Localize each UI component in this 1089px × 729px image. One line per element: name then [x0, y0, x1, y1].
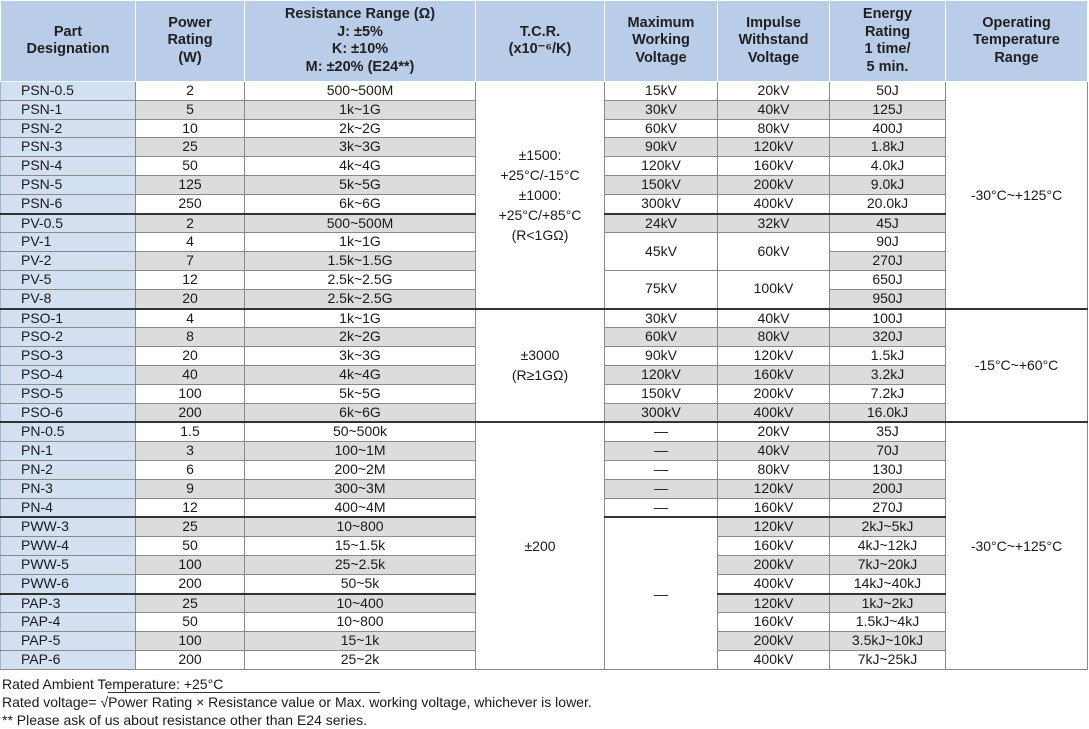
- range-cell: 2k~2G: [245, 119, 476, 138]
- mwv-cell: 300kV: [605, 403, 718, 422]
- part-cell: PSO-1: [1, 309, 136, 328]
- part-cell: PSO-5: [1, 384, 136, 403]
- range-cell: 3k~3G: [245, 138, 476, 157]
- power-cell: 125: [136, 175, 245, 194]
- range-cell: 10~800: [245, 613, 476, 632]
- range-cell: 5k~5G: [245, 384, 476, 403]
- table-row: [1, 422, 1088, 441]
- part-cell: PN-0.5: [1, 422, 136, 441]
- energy-cell: 270J: [830, 498, 946, 517]
- power-cell: 50: [136, 537, 245, 556]
- range-cell: 1k~1G: [245, 233, 476, 252]
- footnote-rated-voltage: Rated voltage= √Power Rating × Resistance value or Max. working voltage, whichever is lower.: [2, 694, 592, 710]
- mwv-cell: 75kV: [605, 270, 718, 308]
- power-cell: 6: [136, 460, 245, 479]
- range-cell: 2k~2G: [245, 328, 476, 347]
- temp-cell-group-a: -30°C~+125°C: [946, 82, 1088, 309]
- range-cell: 2.5k~2.5G: [245, 270, 476, 289]
- energy-cell: 9.0kJ: [830, 175, 946, 194]
- header-power-rating: Power Rating (W): [136, 1, 245, 82]
- iwv-cell: 120kV: [718, 347, 830, 366]
- header-part-designation: Part Designation: [1, 1, 136, 82]
- energy-cell: 4kJ~12kJ: [830, 537, 946, 556]
- range-cell: 2.5k~2.5G: [245, 289, 476, 308]
- mwv-cell: 60kV: [605, 328, 718, 347]
- range-cell: 10~400: [245, 594, 476, 613]
- part-cell: PSO-4: [1, 365, 136, 384]
- iwv-cell: 160kV: [718, 498, 830, 517]
- energy-cell: 100J: [830, 309, 946, 328]
- energy-cell: 650J: [830, 270, 946, 289]
- energy-cell: 1.5kJ~4kJ: [830, 613, 946, 632]
- iwv-cell: 32kV: [718, 214, 830, 233]
- range-cell: 15~1.5k: [245, 537, 476, 556]
- energy-cell: 125J: [830, 100, 946, 119]
- energy-cell: 16.0kJ: [830, 403, 946, 422]
- temp-cell-group-b: -15°C~+60°C: [946, 309, 1088, 423]
- header-tcr: T.C.R. (x10⁻⁶/K): [476, 1, 605, 82]
- mwv-cell: 150kV: [605, 175, 718, 194]
- range-cell: 500~500M: [245, 214, 476, 233]
- power-cell: 100: [136, 555, 245, 574]
- mwv-cell: —: [605, 460, 718, 479]
- tcr-cell-group-a: ±1500: +25°C/-15°C ±1000: +25°C/+85°C (R<1GΩ): [476, 82, 605, 309]
- energy-cell: 45J: [830, 214, 946, 233]
- header-max-working-voltage: Maximum Working Voltage: [605, 1, 718, 82]
- power-cell: 25: [136, 594, 245, 613]
- part-cell: PSN-1: [1, 100, 136, 119]
- iwv-cell: 120kV: [718, 517, 830, 536]
- energy-cell: 1kJ~2kJ: [830, 594, 946, 613]
- iwv-cell: 40kV: [718, 442, 830, 461]
- energy-cell: 4.0kJ: [830, 157, 946, 176]
- range-cell: 6k~6G: [245, 194, 476, 213]
- iwv-cell: 100kV: [718, 270, 830, 308]
- power-cell: 3: [136, 442, 245, 461]
- energy-cell: 14kJ~40kJ: [830, 574, 946, 593]
- energy-cell: 200J: [830, 479, 946, 498]
- mwv-cell: 300kV: [605, 194, 718, 213]
- header-row: [1, 1, 1088, 82]
- energy-cell: 3.2kJ: [830, 365, 946, 384]
- part-cell: PAP-4: [1, 613, 136, 632]
- energy-cell: 270J: [830, 252, 946, 271]
- mwv-cell: 45kV: [605, 233, 718, 271]
- mwv-cell: 90kV: [605, 138, 718, 157]
- range-cell: 4k~4G: [245, 157, 476, 176]
- power-cell: 2: [136, 82, 245, 101]
- part-cell: PV-5: [1, 270, 136, 289]
- power-cell: 12: [136, 270, 245, 289]
- iwv-cell: 200kV: [718, 175, 830, 194]
- range-cell: 400~4M: [245, 498, 476, 517]
- iwv-cell: 200kV: [718, 555, 830, 574]
- range-cell: 50~5k: [245, 574, 476, 593]
- energy-cell: 70J: [830, 442, 946, 461]
- range-cell: 5k~5G: [245, 175, 476, 194]
- iwv-cell: 80kV: [718, 460, 830, 479]
- iwv-cell: 160kV: [718, 613, 830, 632]
- mwv-cell: 60kV: [605, 119, 718, 138]
- part-cell: PN-4: [1, 498, 136, 517]
- power-cell: 5: [136, 100, 245, 119]
- power-cell: 40: [136, 365, 245, 384]
- range-cell: 3k~3G: [245, 347, 476, 366]
- energy-cell: 7kJ~25kJ: [830, 650, 946, 669]
- power-cell: 4: [136, 309, 245, 328]
- power-cell: 8: [136, 328, 245, 347]
- power-cell: 25: [136, 517, 245, 536]
- part-cell: PWW-6: [1, 574, 136, 593]
- mwv-cell: 15kV: [605, 82, 718, 101]
- temp-cell-group-c: -30°C~+125°C: [946, 422, 1088, 669]
- iwv-cell: 120kV: [718, 594, 830, 613]
- iwv-cell: 20kV: [718, 422, 830, 441]
- power-cell: 20: [136, 347, 245, 366]
- power-cell: 1.5: [136, 422, 245, 441]
- footnote-e24-series: ** Please ask of us about resistance other than E24 series.: [2, 712, 367, 728]
- part-cell: PSO-3: [1, 347, 136, 366]
- energy-cell: 1.5kJ: [830, 347, 946, 366]
- mwv-cell-group-c: —: [605, 517, 718, 669]
- iwv-cell: 80kV: [718, 328, 830, 347]
- iwv-cell: 400kV: [718, 194, 830, 213]
- energy-cell: 90J: [830, 233, 946, 252]
- part-cell: PSO-2: [1, 328, 136, 347]
- part-cell: PAP-6: [1, 650, 136, 669]
- range-cell: 1.5k~1.5G: [245, 252, 476, 271]
- mwv-cell: —: [605, 498, 718, 517]
- part-cell: PSN-6: [1, 194, 136, 213]
- range-cell: 200~2M: [245, 460, 476, 479]
- header-operating-temperature: Operating Temperature Range: [946, 1, 1088, 82]
- iwv-cell: 120kV: [718, 479, 830, 498]
- part-cell: PSN-0.5: [1, 82, 136, 101]
- power-cell: 50: [136, 157, 245, 176]
- power-cell: 7: [136, 252, 245, 271]
- range-cell: 15~1k: [245, 632, 476, 651]
- power-cell: 10: [136, 119, 245, 138]
- iwv-cell: 400kV: [718, 403, 830, 422]
- power-cell: 100: [136, 384, 245, 403]
- header-impulse-withstand-voltage: Impulse Withstand Voltage: [718, 1, 830, 82]
- range-cell: 6k~6G: [245, 403, 476, 422]
- mwv-cell: 120kV: [605, 157, 718, 176]
- part-cell: PSN-4: [1, 157, 136, 176]
- mwv-cell: 30kV: [605, 309, 718, 328]
- part-cell: PWW-4: [1, 537, 136, 556]
- power-cell: 50: [136, 613, 245, 632]
- tcr-cell-group-b: ±3000 (R≥1GΩ): [476, 309, 605, 423]
- header-resistance-range: Resistance Range (Ω) J: ±5% K: ±10% M: ±20% (E24**): [245, 1, 476, 82]
- iwv-cell: 80kV: [718, 119, 830, 138]
- range-cell: 25~2k: [245, 650, 476, 669]
- header-energy-rating: Energy Rating 1 time/ 5 min.: [830, 1, 946, 82]
- power-cell: 200: [136, 403, 245, 422]
- energy-cell: 320J: [830, 328, 946, 347]
- power-cell: 9: [136, 479, 245, 498]
- iwv-cell: 20kV: [718, 82, 830, 101]
- range-cell: 1k~1G: [245, 309, 476, 328]
- mwv-cell: 150kV: [605, 384, 718, 403]
- power-cell: 25: [136, 138, 245, 157]
- part-cell: PSN-2: [1, 119, 136, 138]
- table-row: [1, 309, 1088, 328]
- iwv-cell: 200kV: [718, 632, 830, 651]
- mwv-cell: —: [605, 422, 718, 441]
- mwv-cell: —: [605, 442, 718, 461]
- power-cell: 20: [136, 289, 245, 308]
- part-cell: PSO-6: [1, 403, 136, 422]
- iwv-cell: 400kV: [718, 650, 830, 669]
- part-cell: PWW-3: [1, 517, 136, 536]
- range-cell: 100~1M: [245, 442, 476, 461]
- part-cell: PV-0.5: [1, 214, 136, 233]
- footnote-ambient-temperature: Rated Ambient Temperature: +25°C: [2, 676, 224, 692]
- energy-cell: 7kJ~20kJ: [830, 555, 946, 574]
- iwv-cell: 160kV: [718, 157, 830, 176]
- part-cell: PV-1: [1, 233, 136, 252]
- part-cell: PSN-5: [1, 175, 136, 194]
- energy-cell: 1.8kJ: [830, 138, 946, 157]
- part-cell: PV-2: [1, 252, 136, 271]
- mwv-cell: 120kV: [605, 365, 718, 384]
- energy-cell: 50J: [830, 82, 946, 101]
- iwv-cell: 400kV: [718, 574, 830, 593]
- range-cell: 1k~1G: [245, 100, 476, 119]
- power-cell: 200: [136, 650, 245, 669]
- part-cell: PV-8: [1, 289, 136, 308]
- part-cell: PAP-3: [1, 594, 136, 613]
- iwv-cell: 200kV: [718, 384, 830, 403]
- iwv-cell: 160kV: [718, 537, 830, 556]
- range-cell: 300~3M: [245, 479, 476, 498]
- range-cell: 25~2.5k: [245, 555, 476, 574]
- tcr-cell-group-c: ±200: [476, 422, 605, 669]
- power-cell: 250: [136, 194, 245, 213]
- mwv-cell: 90kV: [605, 347, 718, 366]
- power-cell: 200: [136, 574, 245, 593]
- energy-cell: 400J: [830, 119, 946, 138]
- power-cell: 12: [136, 498, 245, 517]
- iwv-cell: 40kV: [718, 100, 830, 119]
- energy-cell: 2kJ~5kJ: [830, 517, 946, 536]
- iwv-cell: 40kV: [718, 309, 830, 328]
- mwv-cell: 30kV: [605, 100, 718, 119]
- energy-cell: 950J: [830, 289, 946, 308]
- range-cell: 500~500M: [245, 82, 476, 101]
- part-cell: PWW-5: [1, 555, 136, 574]
- power-cell: 4: [136, 233, 245, 252]
- part-cell: PN-1: [1, 442, 136, 461]
- energy-cell: 35J: [830, 422, 946, 441]
- range-cell: 10~800: [245, 517, 476, 536]
- range-cell: 4k~4G: [245, 365, 476, 384]
- range-cell: 50~500k: [245, 422, 476, 441]
- energy-cell: 20.0kJ: [830, 194, 946, 213]
- part-cell: PN-3: [1, 479, 136, 498]
- iwv-cell: 60kV: [718, 233, 830, 271]
- table-row: [1, 82, 1088, 101]
- part-cell: PAP-5: [1, 632, 136, 651]
- part-cell: PSN-3: [1, 138, 136, 157]
- iwv-cell: 120kV: [718, 138, 830, 157]
- energy-cell: 7.2kJ: [830, 384, 946, 403]
- power-cell: 100: [136, 632, 245, 651]
- mwv-cell: 24kV: [605, 214, 718, 233]
- part-cell: PN-2: [1, 460, 136, 479]
- power-cell: 2: [136, 214, 245, 233]
- iwv-cell: 160kV: [718, 365, 830, 384]
- energy-cell: 130J: [830, 460, 946, 479]
- energy-cell: 3.5kJ~10kJ: [830, 632, 946, 651]
- mwv-cell: —: [605, 479, 718, 498]
